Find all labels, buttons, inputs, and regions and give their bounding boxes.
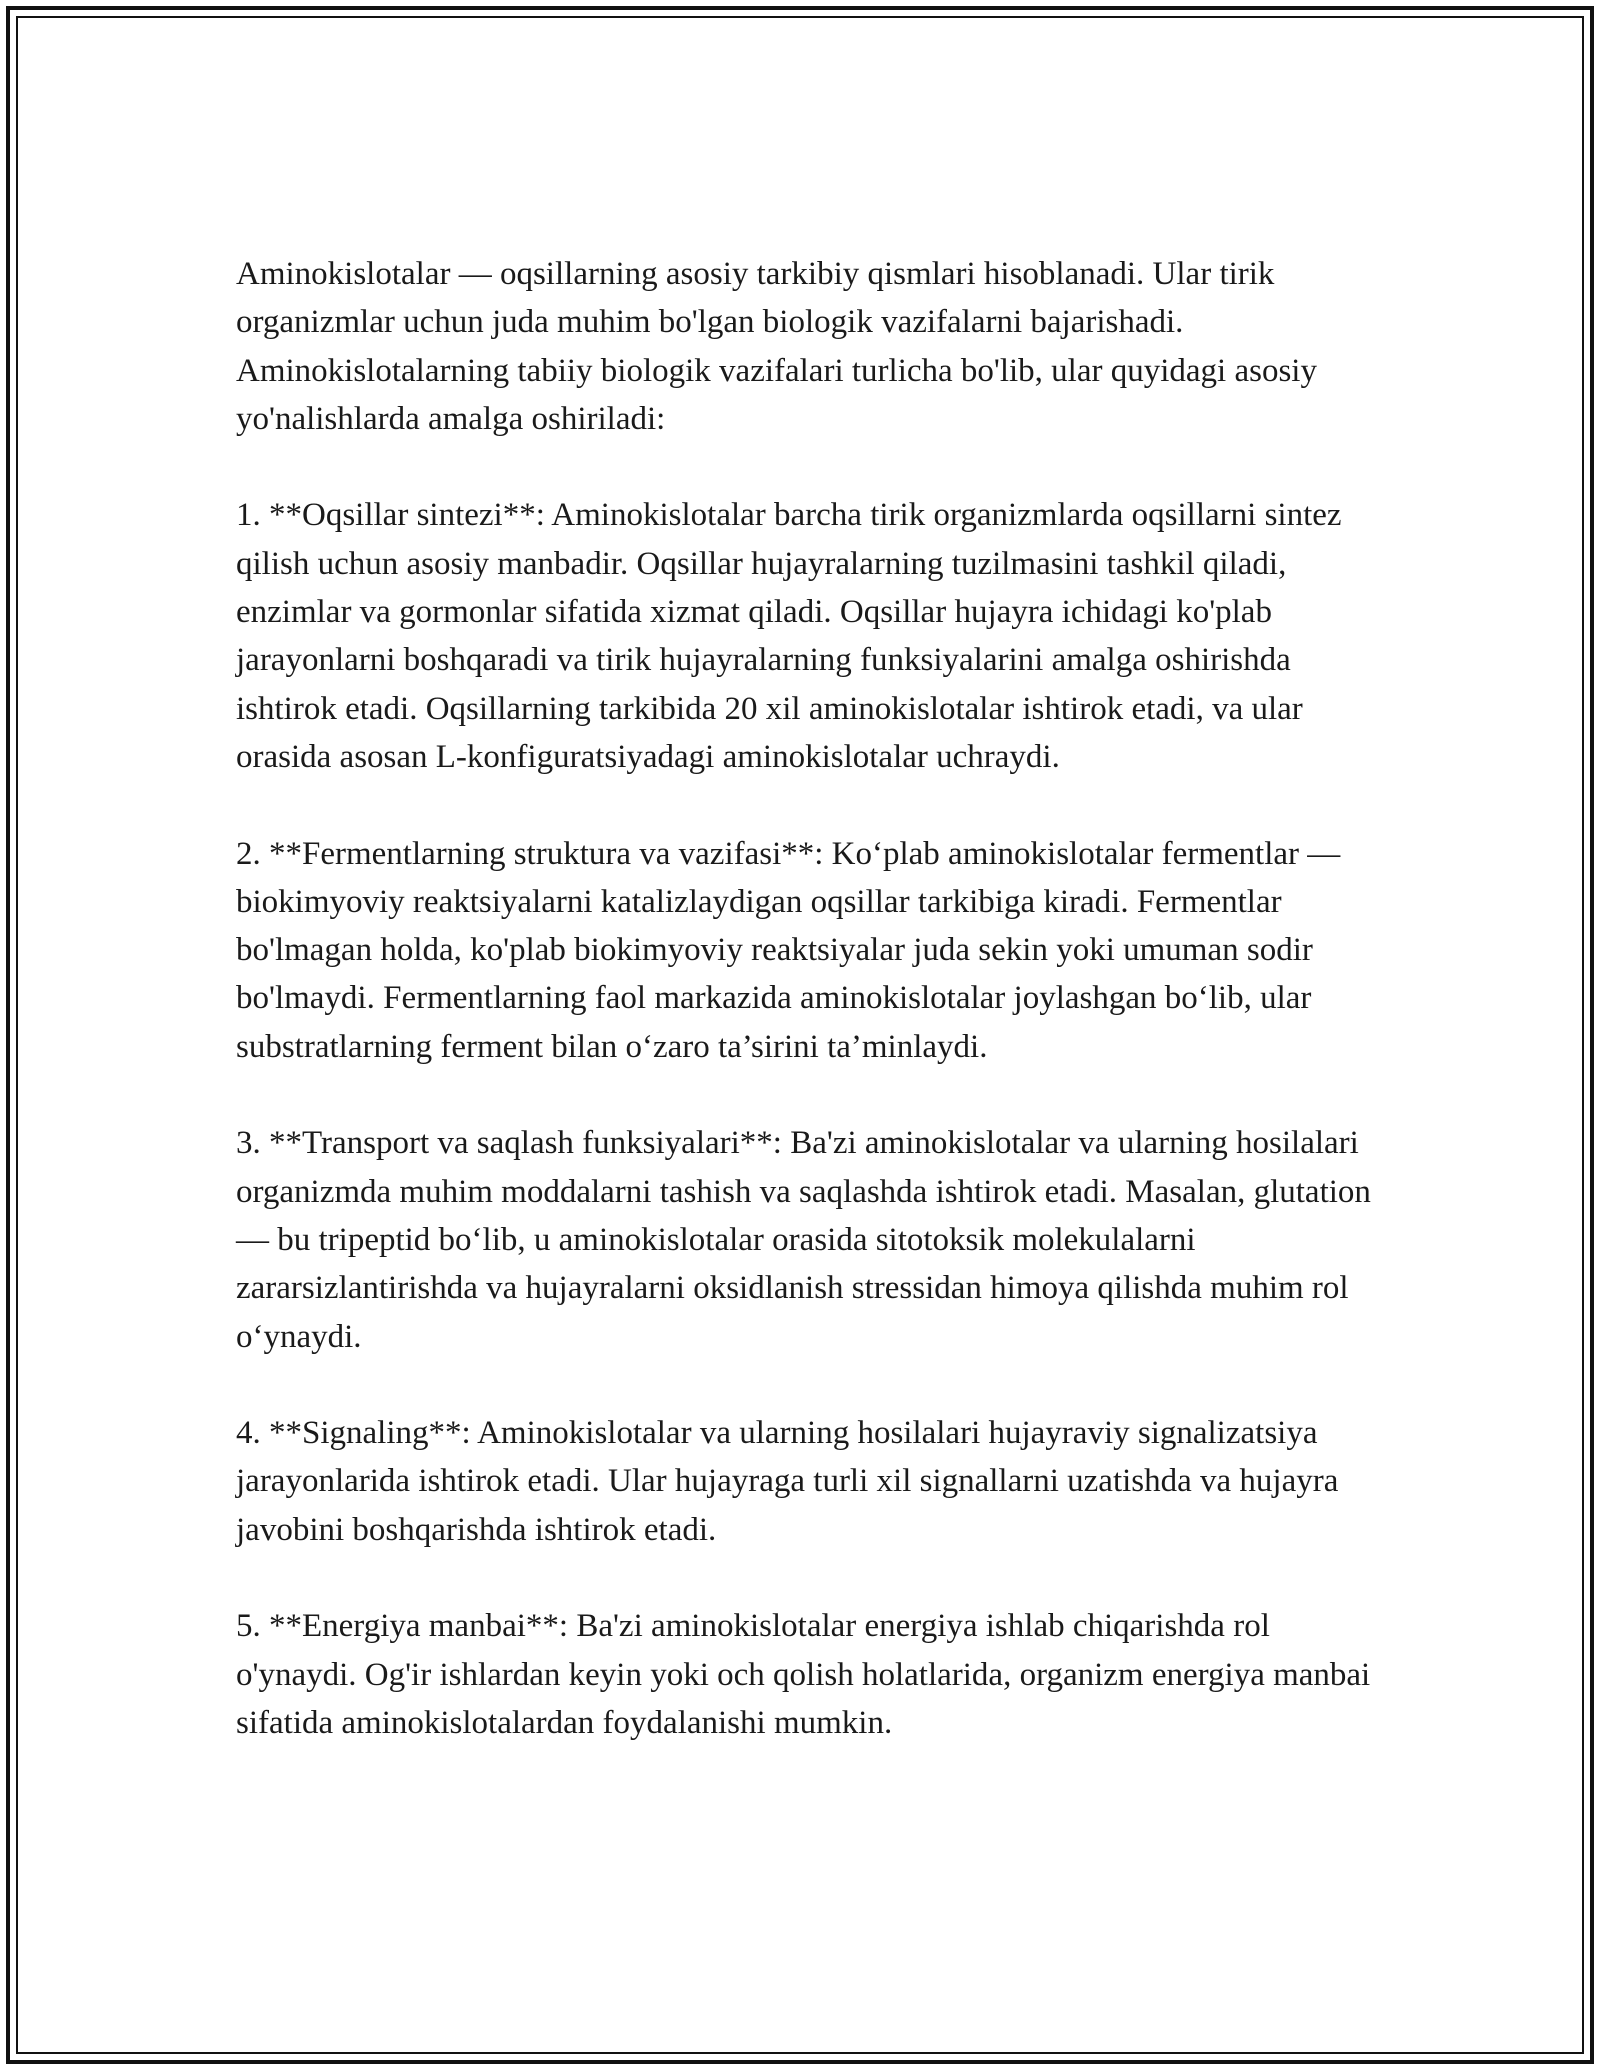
intro-paragraph: Aminokislotalar — oqsillarning asosiy tarkibiy qismlari hisoblanadi. Ular tirik organizmlar uchun juda muhim bo'lgan biologik vazifalarni bajarishadi. Aminokislotalarning tabiiy biologik vazifalari turlicha bo'lib, ular quyidagi asosiy yo'nalishlarda amalga oshiriladi: — [236, 256, 1317, 437]
list-item-energy-source: 5. **Energiya manbai**: Ba'zi aminokislotalar energiya ishlab chiqarishda rol o'ynaydi. Og'ir ishlardan keyin yoki och qolish holatlarida, organizm energiya manbai sifatida aminokislotalardan foydalanishi mumkin. — [236, 1608, 1371, 1741]
document-body — [236, 250, 1386, 1796]
list-item-enzymes: 2. **Fermentlarning struktura va vazifasi**: Ko‘plab aminokislotalar fermentlar — biokimyoviy reaktsiyalarni katalizlaydigan oqsillar tarkibiga kiradi. Fermentlar bo'lmagan holda, ko'plab biokimyoviy reaktsiyalar juda sekin yoki umuman sodir bo'lmaydi. Fermentlarning faol markazida aminokislotalar joylashgan bo‘lib, ular substratlarning ferment bilan o‘zaro ta’sirini ta’minlaydi. — [236, 835, 1341, 1065]
list-item-transport-storage: 3. **Transport va saqlash funksiyalari**: Ba'zi aminokislotalar va ularning hosilalari organizmda muhim moddalarni tashish va saqlashda ishtirok etadi. Masalan, glutation — bu tripeptid bo‘lib, u aminokislotalar orasida sitotoksik molekulalarni zararsizlantirishda va hujayralarni oksidlanish stressidan himoya qilishda muhim rol o‘ynaydi. — [236, 1125, 1371, 1355]
list-item-signaling: 4. **Signaling**: Aminokislotalar va ularning hosilalari hujayraviy signalizatsiya jarayonlarida ishtirok etadi. Ular hujayraga turli xil signallarni uzatishda va hujayra javobini boshqarishda ishtirok etadi. — [236, 1415, 1339, 1548]
list-item-protein-synthesis: 1. **Oqsillar sintezi**: Aminokislotalar barcha tirik organizmlarda oqsillarni sintez qilish uchun asosiy manbadir. Oqsillar hujayralarning tuzilmasini tashkil qiladi, enzimlar va gormonlar sifatida xizmat qiladi. Oqsillar hujayra ichidagi ko'plab jarayonlarni boshqaradi va tirik hujayralarning funksiyalarini amalga oshirishda ishtirok etadi. Oqsillarning tarkibida 20 xil aminokislotalar ishtirok etadi, va ular orasida asosan L-konfiguratsiyadagi aminokislotalar uchraydi. — [236, 497, 1342, 775]
